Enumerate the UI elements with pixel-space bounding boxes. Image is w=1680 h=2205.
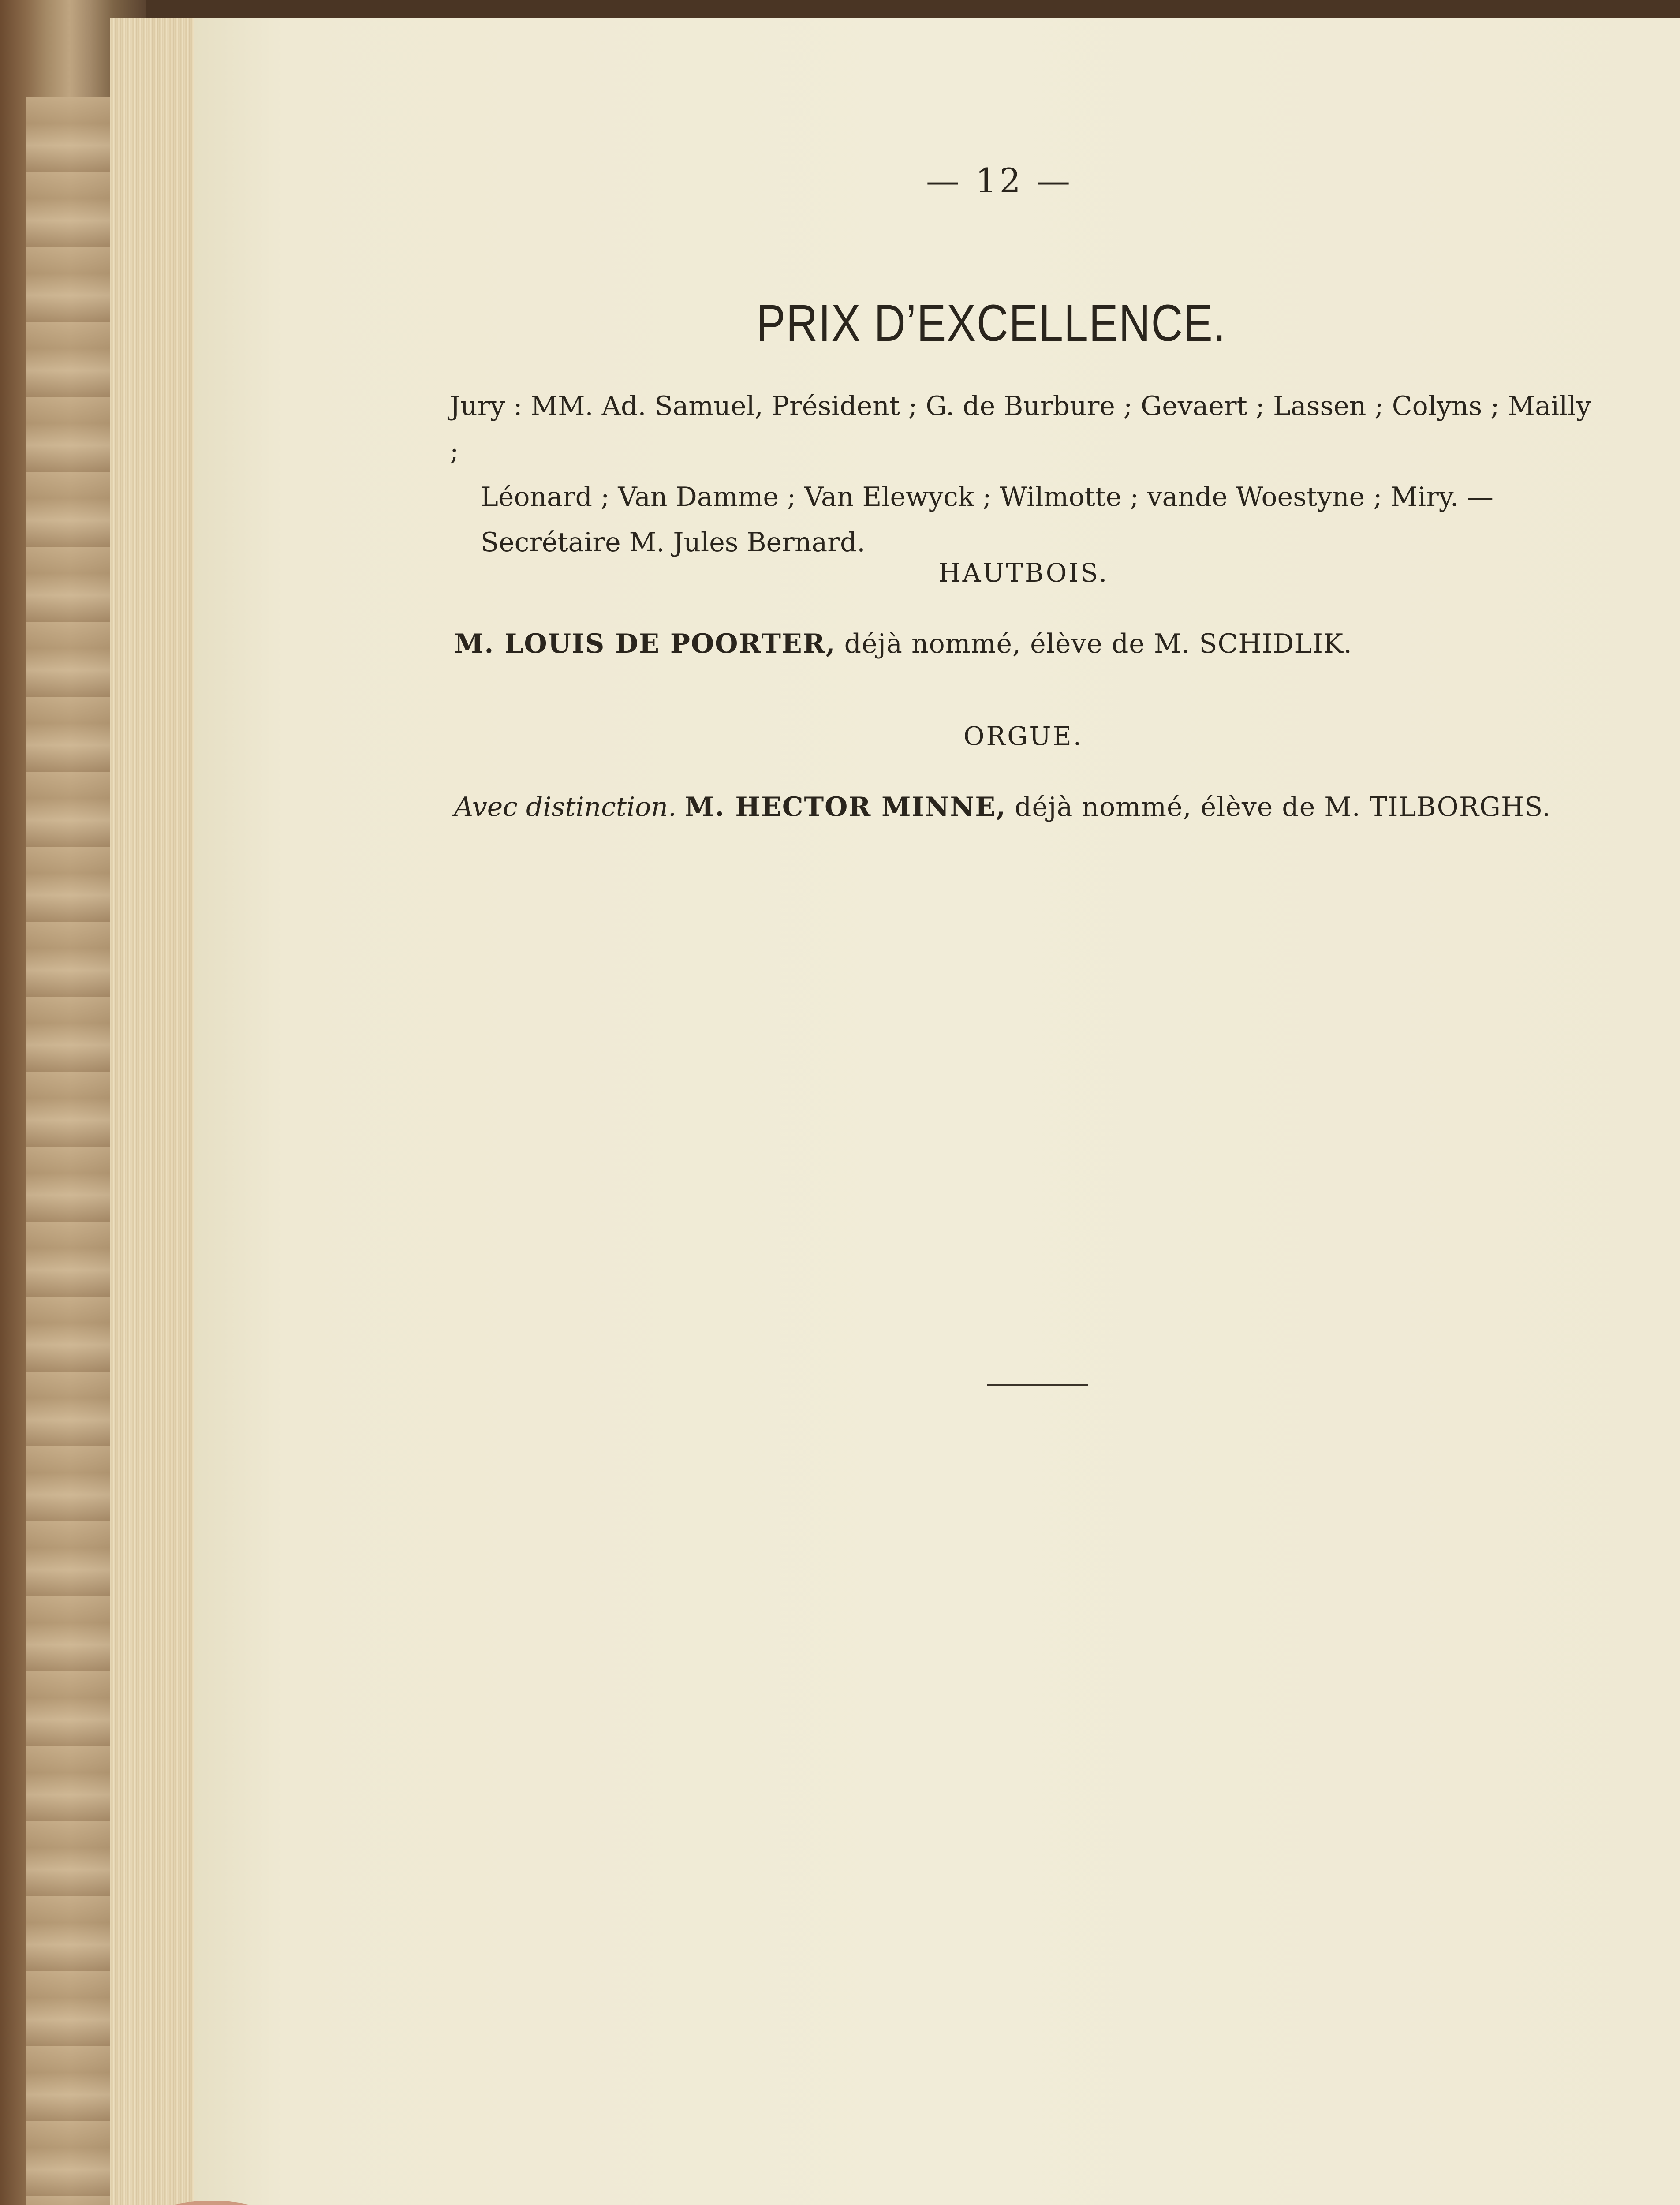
laureate-name: M. LOUIS DE POORTER, xyxy=(454,628,836,659)
laureate-detail: déjà nommé, élève de M. SCHIDLIK. xyxy=(844,628,1352,659)
jury-line-3: Secrétaire M. Jules Bernard. xyxy=(481,527,866,558)
entry-orgue xyxy=(454,792,1551,822)
jury-paragraph xyxy=(450,384,1605,565)
section-heading-orgue: ORGUE. xyxy=(963,721,1083,751)
torn-binding-edge xyxy=(26,97,119,2205)
entry-hautbois xyxy=(454,628,1352,659)
closing-rule xyxy=(987,1384,1088,1386)
page-number: — 12 — xyxy=(926,161,1073,200)
jury-line-2: Léonard ; Van Damme ; Van Elewyck ; Wilmotte ; vande Woestyne ; Miry. — xyxy=(481,482,1493,512)
section-heading-hautbois: HAUTBOIS. xyxy=(938,558,1109,588)
laureate-detail: déjà nommé, élève de M. TILBORGHS. xyxy=(1015,792,1551,822)
distinction-label: Avec distinction. xyxy=(454,792,677,822)
laureate-name: M. HECTOR MINNE, xyxy=(685,792,1006,822)
jury-line-1: Jury : MM. Ad. Samuel, Président ; G. de Burbure ; Gevaert ; Lassen ; Colyns ; Mailly ; xyxy=(450,391,1591,467)
page-edges xyxy=(110,18,194,2205)
page-title: PRIX D’EXCELLENCE. xyxy=(756,294,1226,352)
